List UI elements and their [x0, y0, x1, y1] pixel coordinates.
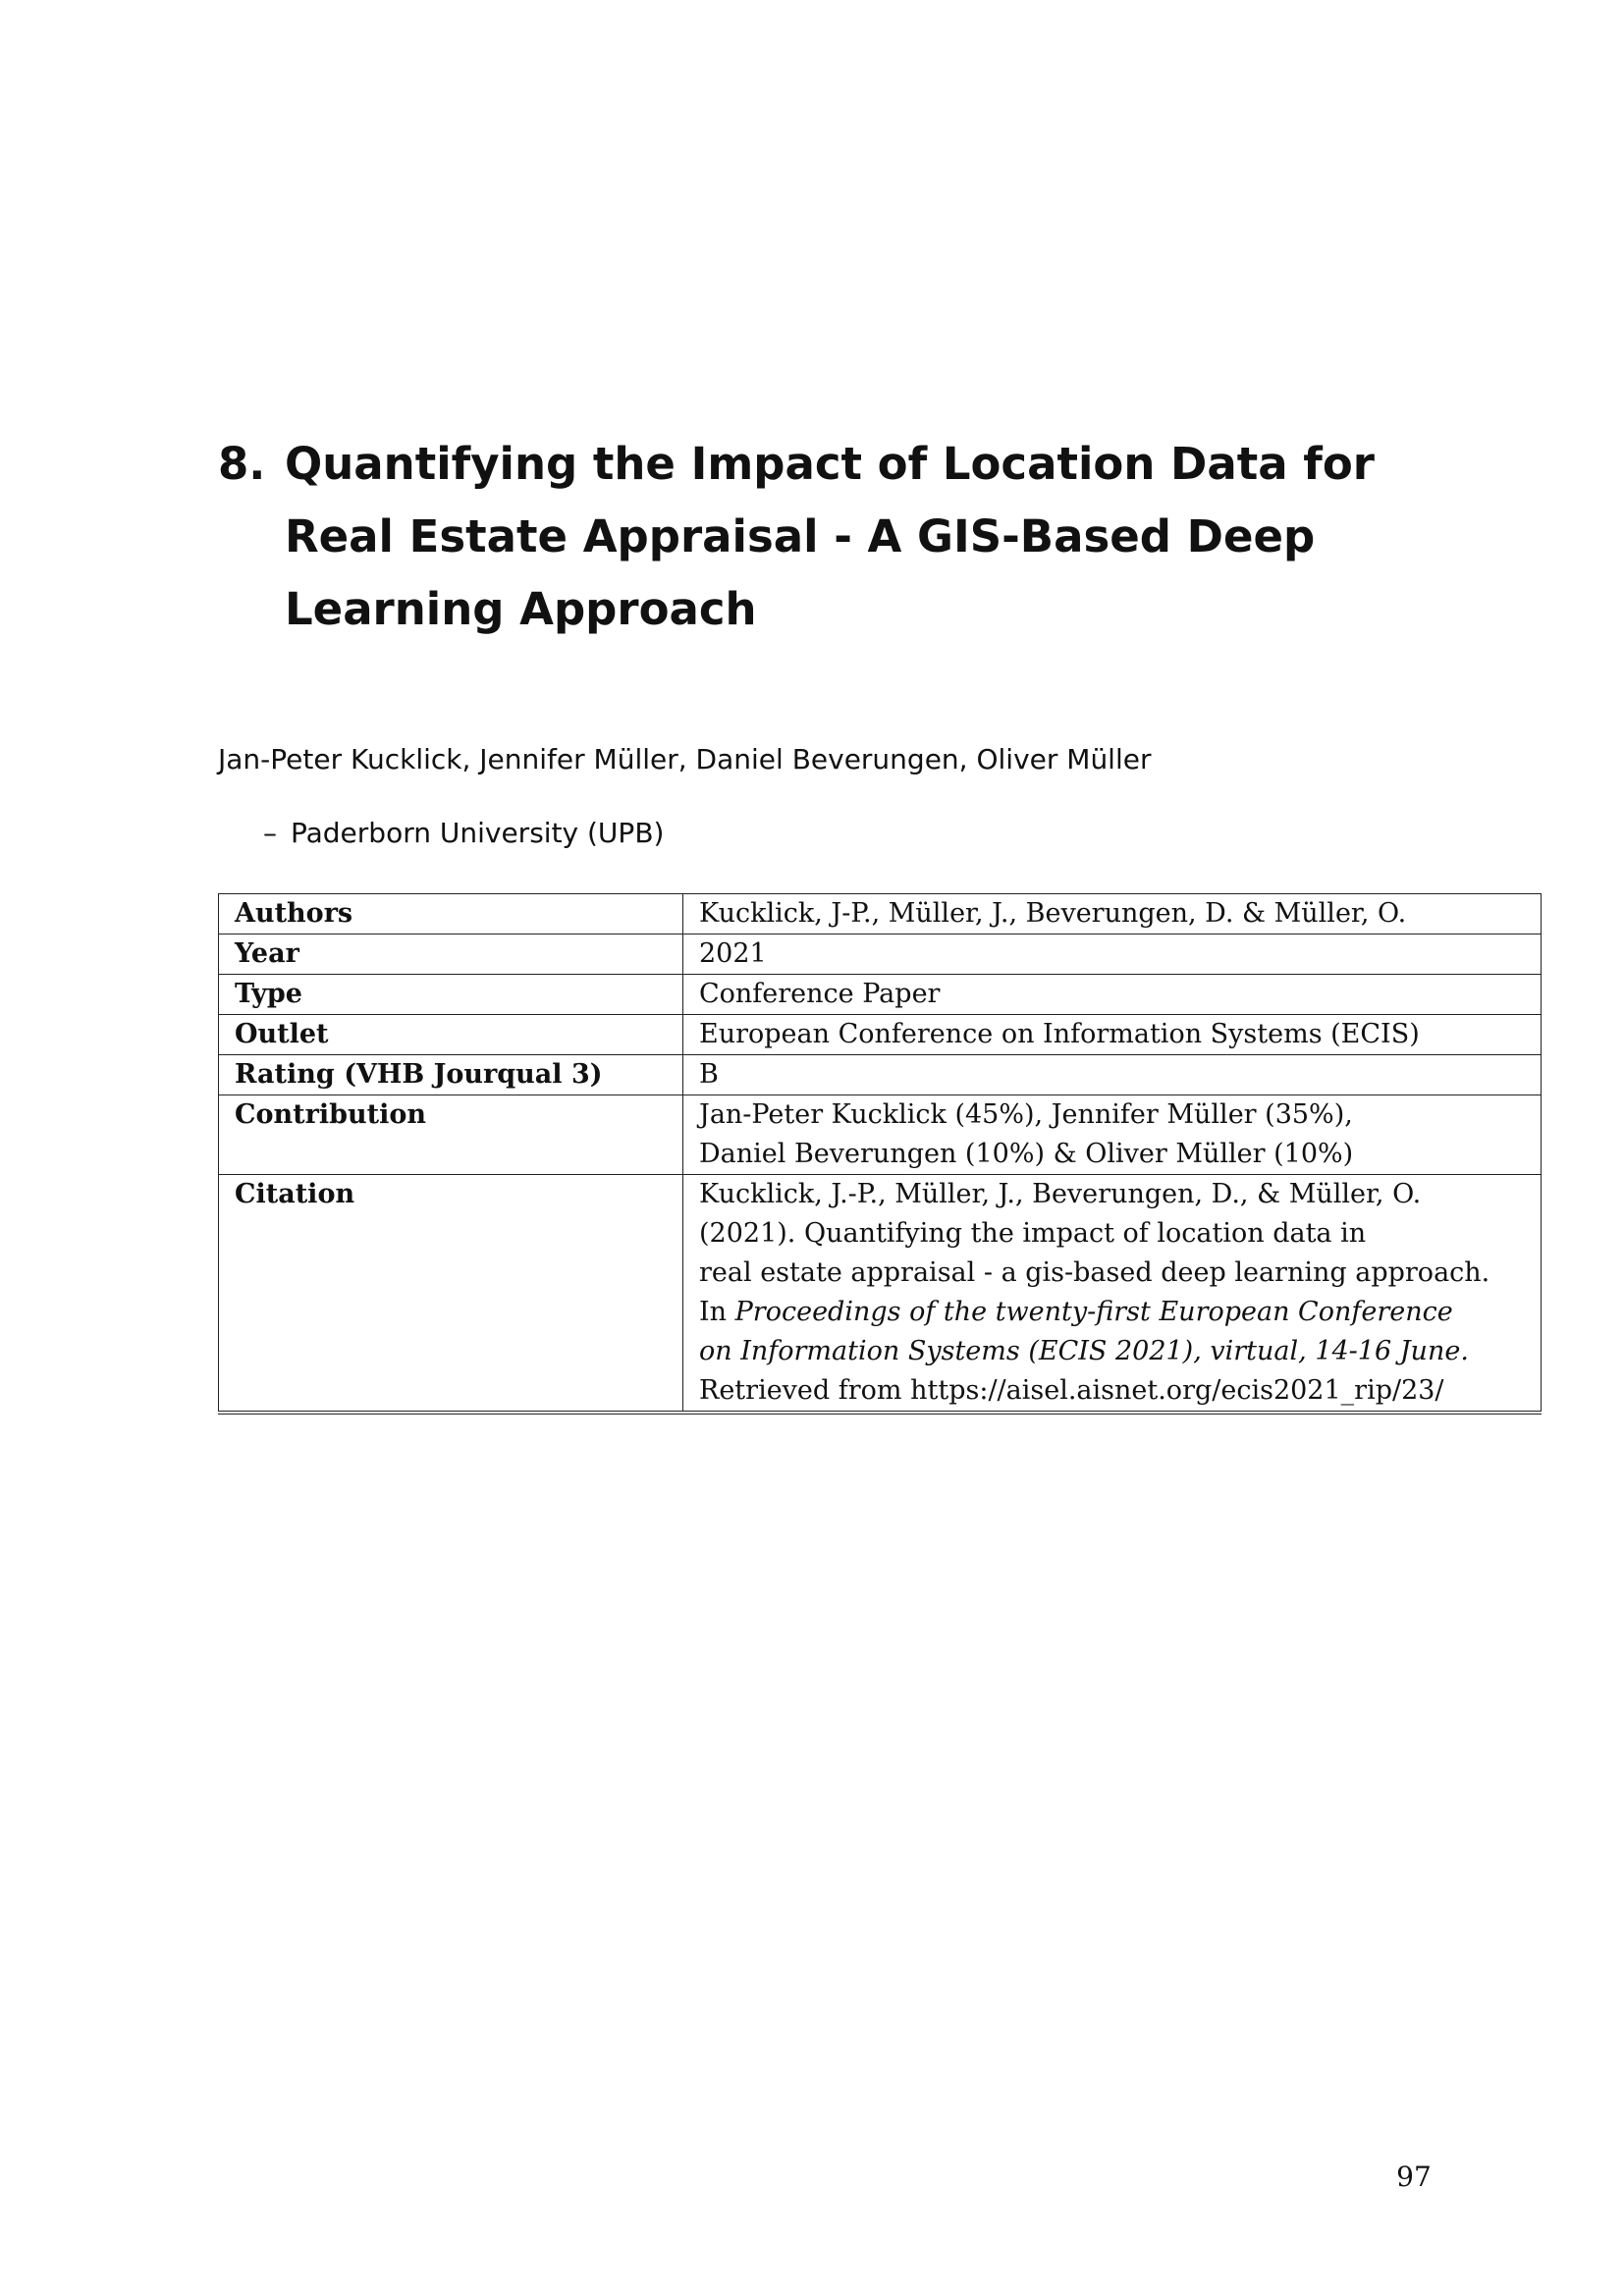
citation-line: real estate appraisal - a gis-based deep learning approach.	[699, 1257, 1490, 1288]
table-row-rating	[219, 1055, 1542, 1095]
row-label: Authors	[219, 894, 683, 934]
row-value: 2021	[683, 934, 1542, 975]
row-label: Outlet	[219, 1015, 683, 1055]
contribution-line: Jan-Peter Kucklick (45%), Jennifer Müller (35%),	[699, 1099, 1353, 1130]
citation-line	[699, 1293, 1525, 1332]
table-row-citation	[219, 1175, 1542, 1414]
row-value: Conference Paper	[683, 975, 1542, 1015]
contribution-line: Daniel Beverungen (10%) & Oliver Müller (10%)	[699, 1139, 1354, 1169]
table-row-contribution	[219, 1095, 1542, 1175]
table-row-authors	[219, 894, 1542, 934]
proceedings-title: Proceedings of the twenty-first European Conference	[734, 1297, 1453, 1327]
affiliation-line	[263, 816, 664, 851]
citation-text	[683, 1175, 1542, 1414]
publication-info-table	[218, 893, 1542, 1415]
row-label: Year	[219, 934, 683, 975]
table-row-type	[219, 975, 1542, 1015]
affiliation-text: Paderborn University (UPB)	[291, 817, 665, 849]
chapter-heading	[218, 428, 1396, 646]
row-value: European Conference on Information Systems (ECIS)	[683, 1015, 1542, 1055]
citation-line: (2021). Quantifying the impact of location data in	[699, 1218, 1367, 1249]
chapter-number: 8.	[218, 438, 266, 490]
table-row-outlet	[219, 1015, 1542, 1055]
row-value	[683, 1095, 1542, 1175]
row-value: B	[683, 1055, 1542, 1095]
table-row-year	[219, 934, 1542, 975]
citation-line	[699, 1332, 1525, 1371]
chapter-title: Quantifying the Impact of Location Data for Real Estate Appraisal - A GIS-Based Deep Learning Approach	[285, 438, 1375, 635]
proceedings-title-continued: on Information Systems (ECIS 2021), virtual, 14-16 June.	[699, 1336, 1469, 1366]
citation-url-line: Retrieved from https://aisel.aisnet.org/ecis2021_rip/23/	[699, 1375, 1444, 1406]
row-label: Rating (VHB Jourqual 3)	[219, 1055, 683, 1095]
row-label: Citation	[219, 1175, 683, 1414]
authors-line: Jan-Peter Kucklick, Jennifer Müller, Daniel Beverungen, Oliver Müller	[218, 743, 1152, 775]
page-number: 97	[1396, 2161, 1432, 2193]
citation-line: Kucklick, J.-P., Müller, J., Beverungen, D., & Müller, O.	[699, 1179, 1422, 1209]
citation-in-prefix: In	[699, 1297, 735, 1327]
affiliation-dash: –	[263, 817, 277, 849]
row-label: Type	[219, 975, 683, 1015]
row-value: Kucklick, J-P., Müller, J., Beverungen, D. & Müller, O.	[683, 894, 1542, 934]
row-label: Contribution	[219, 1095, 683, 1175]
